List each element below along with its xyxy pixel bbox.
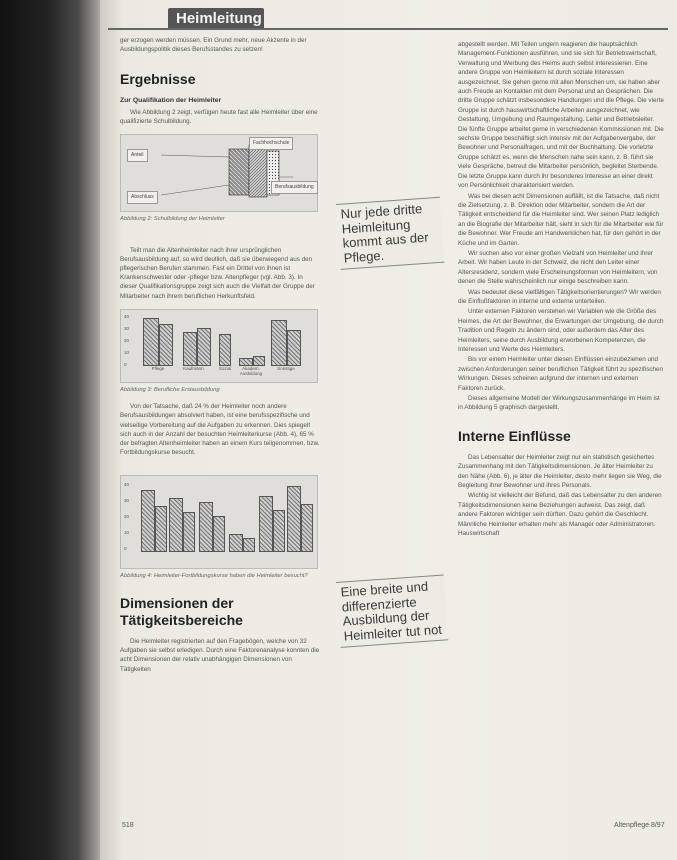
right-paragraph-6: Bis vor einem Heimleiter unter diesen Einflüssen einzubeziehen und zwischen Anforderungen seiner beruflichen Tätigkeit führt zu spezifischen Wirkungen. Dieses scheinen aufgrund der internen und externen Faktoren zurück. xyxy=(458,356,663,392)
right-paragraph-9: Wichtig ist vielleicht der Befund, daß das Lebensalter zu den anderen Tätigkeitsdimensionen keine Beziehungen aufweist. Das zeigt, daß andere Faktoren wichtiger sein dürften. Dazu gehört die Geschlecht. Männliche Heimleiter erhalten mehr als Manager oder Administratoren. Hauswirtschaft xyxy=(458,492,662,538)
figure-4 xyxy=(120,475,318,569)
fig4-bar xyxy=(183,512,195,552)
figure-3 xyxy=(120,309,318,383)
fig3-bar xyxy=(183,332,197,366)
right-paragraph-2: Was bei diesen acht Dimensionen auffällt, ist die Tatsache, daß nicht die Zielsetzung, z. B. Direktion oder Mitarbeiter, sondern die Art der Tätigkeit entscheidend für die Heimleiter sind. Wer seinen Platz lediglich an die Biografie der Mitarbeiter hält, sieht in sich für die Mitarbeiter wie für die Bewohner. Wer Freude am Handwerklichen hat, für den gehört in der Küche und im Garten. xyxy=(458,192,664,247)
fig4-bar xyxy=(301,504,313,552)
fig2-stack-1 xyxy=(229,149,249,195)
book-edge xyxy=(0,0,104,860)
fig3-xtick: Akadem. Ausbildung xyxy=(239,365,263,376)
fig4-bar xyxy=(213,516,225,552)
paragraph-3: Von der Tatsache, daß 24 % der Heimleiter noch andere Berufsausbildungen absolviert haben, ist eine berufsspezifische und vielseitige Vorbereitung auf die Aufgaben zu erkennen. Dies spiegelt sich auch in der Anzahl der besuchten Heimleiterkurse (Abb. 4), 65 % der befragten Altenheimleiter haben an einem Kurs teilgenommen, bzw. Fortbildungskurse besucht. xyxy=(120,403,320,457)
section-title-dimensionen: Dimensionen der Tätigkeitsbereiche xyxy=(120,594,243,628)
fig4-bar xyxy=(243,538,255,552)
fig3-ytick: 10 xyxy=(124,349,130,355)
fig3-bar xyxy=(197,328,211,366)
fig3-ytick: 0 xyxy=(124,361,127,367)
figure-3-caption: Abbildung 3: Berufliche Erstausbildung xyxy=(120,386,220,393)
fig2-label-1: Anteil xyxy=(127,149,148,162)
fig4-bar xyxy=(199,502,213,552)
fig4-ytick: 40 xyxy=(124,482,130,488)
fig4-bar xyxy=(141,490,155,552)
pullquote-1 xyxy=(336,197,444,270)
pullquote-2 xyxy=(336,574,448,647)
fig3-xtick: Pflege xyxy=(151,365,165,371)
header-rule xyxy=(108,28,668,30)
fig4-ytick: 20 xyxy=(124,514,130,520)
fig3-ytick: 30 xyxy=(124,325,130,331)
running-header: Heimleitung xyxy=(168,8,264,30)
figure-2-caption: Abbildung 2: Schulbildung der Heimleiter xyxy=(120,216,225,223)
right-column xyxy=(458,40,664,540)
right-paragraph-4: Was bedeutet diese vielfältigen Tätigkeitsorientierungen? Wir werden die Einflußfaktoren in interne und externe unterteilen. xyxy=(458,288,661,305)
fig3-bar xyxy=(159,324,173,366)
fig4-bar xyxy=(287,486,301,552)
fig4-ytick: 0 xyxy=(124,546,127,552)
figure-2 xyxy=(120,134,318,212)
fig4-bar xyxy=(155,506,167,552)
fig3-bar xyxy=(239,358,253,366)
fig2-label-4: Berufsausbildung xyxy=(271,181,318,194)
fig4-bar xyxy=(273,510,285,552)
section-title-ergebnisse: Ergebnisse xyxy=(120,71,196,88)
paragraph-1: Wie Abbildung 2 zeigt, verfügen heute fast alle Heimleiter über eine qualifizierte Schulbildung. xyxy=(120,108,318,125)
fig4-bar xyxy=(169,498,183,552)
fig3-bar xyxy=(271,320,287,366)
fig4-bar xyxy=(259,496,273,552)
fig3-bar xyxy=(287,330,301,366)
right-paragraph-3: Wir suchen also vor einer großen Vielzahl von Heimleiter und ihrer Arbeit. Wir haben Leute in der Schweiz, die nicht den Leiter einer Altersresidenz, sondern viele Erscheinungsformen von Heimleitern, von denen die Stelle wahrscheinlich nur einige beschreiben kann. xyxy=(458,249,658,286)
fig2-label-2: Abschluss xyxy=(127,191,158,204)
right-paragraph-8: Das Lebensalter der Heimleiter zeigt nur ein statistisch gesichertes Zusammenhang mit den Tätigkeitsdimensionen. Je älter Heimleiter zu den Nähe (Abb. 6), je älter die Heimleiter, desto mehr liegen sie Weg, die Begleitung ihrer Bewohner und ihres Personals. xyxy=(458,453,662,490)
right-paragraph-7: Dieses allgemeine Modell der Wirkungszusammenhänge im Heim ist in Abbildung 5 graphisch dargestellt. xyxy=(458,395,660,412)
paragraph-2: Teilt man die Altenheimleiter nach ihrer ursprünglichen Berufsausbildung auf, so wird deutlich, daß sie überwiegend aus den pflegerischen Berufen stammen. Fast ein Drittel von ihnen ist Krankenschwester oder -pfleger bzw. Altenpfleger (vgl. Abb. 3). In dieser Qualifikationsgruppe zeigt sich auch die Vielfalt der Gruppe der Mitarbeiter nach ihrem beruflichen Herkunftsfeld. xyxy=(120,246,315,300)
fig2-label-3: Fachhochschule xyxy=(249,137,293,150)
section-title-interne-einfluesse: Interne Einflüsse xyxy=(458,427,571,444)
journal-footer: Altenpflege 8/97 xyxy=(614,822,665,829)
fig4-ytick: 30 xyxy=(124,498,130,504)
fig4-bar xyxy=(229,534,243,552)
page-number: 518 xyxy=(122,822,134,829)
pullquote-1-text: Nur jede dritte Heimleitung kommt aus der Pflege. xyxy=(336,197,444,270)
fig3-ytick: 40 xyxy=(124,313,130,319)
figure-4-caption: Abbildung 4: Heimleiter-Fortbildungskurse haben die Heimleiter besucht? xyxy=(120,573,308,580)
fig3-bar xyxy=(253,356,265,366)
fig4-ytick: 10 xyxy=(124,530,130,536)
paragraph-4: Die Heimleiter registrierten auf den Fragebögen, welche von 32 Aufgaben sie selbst erledigen. Durch eine Faktorenanalyse konnten die acht Dimensionen der relativ unabhängigen Dimensionen von Tätigkeiten xyxy=(120,637,320,673)
intro-paragraph: ger erzogen werden müssen. Ein Grund mehr, neue Akzente in der Ausbildungspolitik dieses Berufsstandes zu setzen! xyxy=(120,37,307,54)
fig3-bar xyxy=(219,334,231,366)
right-paragraph-5: Unter externen Faktoren verstehen wir Variablen wie die Größe des Heimes, die Art der Bewohner, die Erwartungen der Umgebung, die durch Tradition und Regeln zu ändern sind, oder außerdem das Alter des Heimleiters, seine durch Ausbildung erworbenen Kompetenzen, die Interessen und Werte des Heimleiters. xyxy=(458,308,664,353)
fig3-xtick: Sozial xyxy=(218,365,232,371)
subsection-title: Zur Qualifikation der Heimleiter xyxy=(120,97,222,105)
fig3-ytick: 20 xyxy=(124,337,130,343)
fig3-xtick: Kaufmänn. xyxy=(183,365,205,371)
fig3-bar xyxy=(143,318,159,366)
right-paragraph-1: abgestellt werden. Mit Teilen ungern reagieren die hauptsächlich Management-Funktionen ausführen, und sie sich für Betriebswirtschaft, Verwaltung und Werbung des Heims auch selbst interessieren. Eine andere Gruppe von Heimleitern ist durch soziale Interessen ausgezeichnet. Sie gehen gerne mit allen Menschen um, sie haben aber auch Freude an Kontakten mit dem Personal und an Gesprächen. Die dritte Gruppe schätzt insbesondere Handlungen und die Pflege. Die vierte Gruppe ist durch hauswirtschaftliche Arbeiten ausgezeichnet, wie Gestaltung, Umgebung und Raumgestaltung. Leiter und Betriebsleiter. Die fünfte Gruppe arbeitet gerne in verschiedenen Kommissionen mit. Die sechste Gruppe beschäftigt sich intensiv mit der Aufgabenvergabe, der Bewohner und Personalfragen, und mit der Buchhaltung. Die vorletzte Gruppe schätzt es, wenn die Menschen nahe sein kann, z. B. führt sie viele Gespräche, betreut die Mitarbeiter persönlich, begleitet Sterbende. Die letzte Gruppe kann durch ihr besonderes Interesse an einer direkt von Persönlichkeit charakterisiert werden. xyxy=(458,41,664,190)
pullquote-2-text: Eine breite und differenzierte Ausbildung der Heimleiter tut not xyxy=(336,574,448,647)
fig3-xtick: Sonstige xyxy=(277,365,295,371)
left-column xyxy=(120,36,320,675)
fig2-stack-2 xyxy=(249,145,267,197)
